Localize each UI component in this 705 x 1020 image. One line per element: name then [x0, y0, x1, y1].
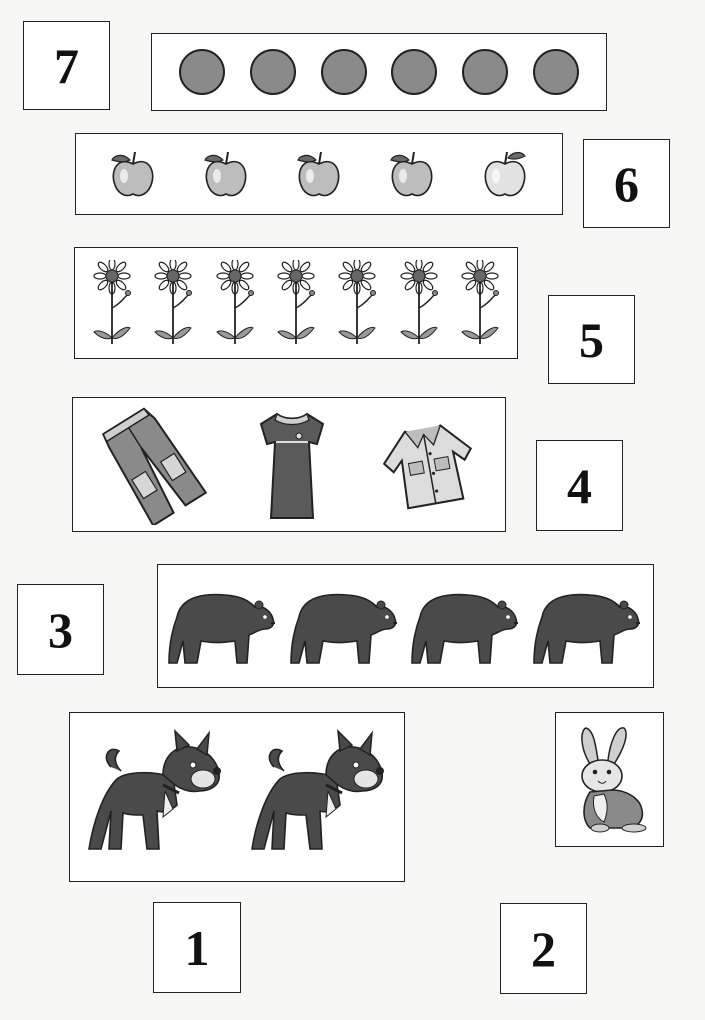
number-card-6[interactable]	[583, 139, 670, 228]
number-label: 3	[48, 601, 73, 658]
dog-icon	[244, 727, 394, 867]
circle-icon	[390, 48, 438, 96]
daisy-icon	[90, 260, 134, 346]
apples-group-card[interactable]	[75, 133, 563, 215]
daisy-icon	[335, 260, 379, 346]
daisy-icon	[274, 260, 318, 346]
rabbit-icon	[568, 724, 652, 836]
bears-group-card[interactable]	[157, 564, 654, 688]
apple-icon	[294, 148, 344, 200]
dress-icon	[247, 408, 337, 522]
trousers-icon	[97, 405, 207, 525]
daisy-icon	[213, 260, 257, 346]
daisy-icon	[458, 260, 502, 346]
number-label: 7	[54, 37, 79, 94]
number-card-5[interactable]	[548, 295, 635, 384]
daisy-icon	[397, 260, 441, 346]
jacket-icon	[377, 420, 481, 510]
number-label: 6	[614, 155, 639, 212]
apple-icon	[201, 148, 251, 200]
number-label: 5	[579, 311, 604, 368]
circle-icon	[461, 48, 509, 96]
circles-group-card[interactable]	[151, 33, 607, 111]
flowers-group-card[interactable]	[74, 247, 518, 359]
circle-icon	[532, 48, 580, 96]
dog-icon	[81, 727, 231, 867]
number-card-1[interactable]	[153, 902, 241, 993]
clothes-group-card[interactable]	[72, 397, 506, 532]
bear-icon	[532, 583, 644, 669]
number-card-4[interactable]	[536, 440, 623, 531]
bear-icon	[410, 583, 522, 669]
number-label: 4	[567, 457, 592, 514]
circle-icon	[320, 48, 368, 96]
number-card-3[interactable]	[17, 584, 104, 675]
bear-icon	[167, 583, 279, 669]
circle-icon	[249, 48, 297, 96]
dogs-group-card[interactable]	[69, 712, 405, 882]
circle-icon	[178, 48, 226, 96]
apple-icon	[108, 148, 158, 200]
rabbit-card[interactable]	[555, 712, 664, 847]
bear-icon	[289, 583, 401, 669]
number-label: 1	[184, 919, 210, 976]
number-label: 2	[531, 920, 556, 977]
number-card-2[interactable]	[500, 903, 587, 994]
daisy-icon	[151, 260, 195, 346]
apple-icon	[480, 148, 530, 200]
apple-icon	[387, 148, 437, 200]
number-card-7[interactable]	[23, 21, 110, 110]
